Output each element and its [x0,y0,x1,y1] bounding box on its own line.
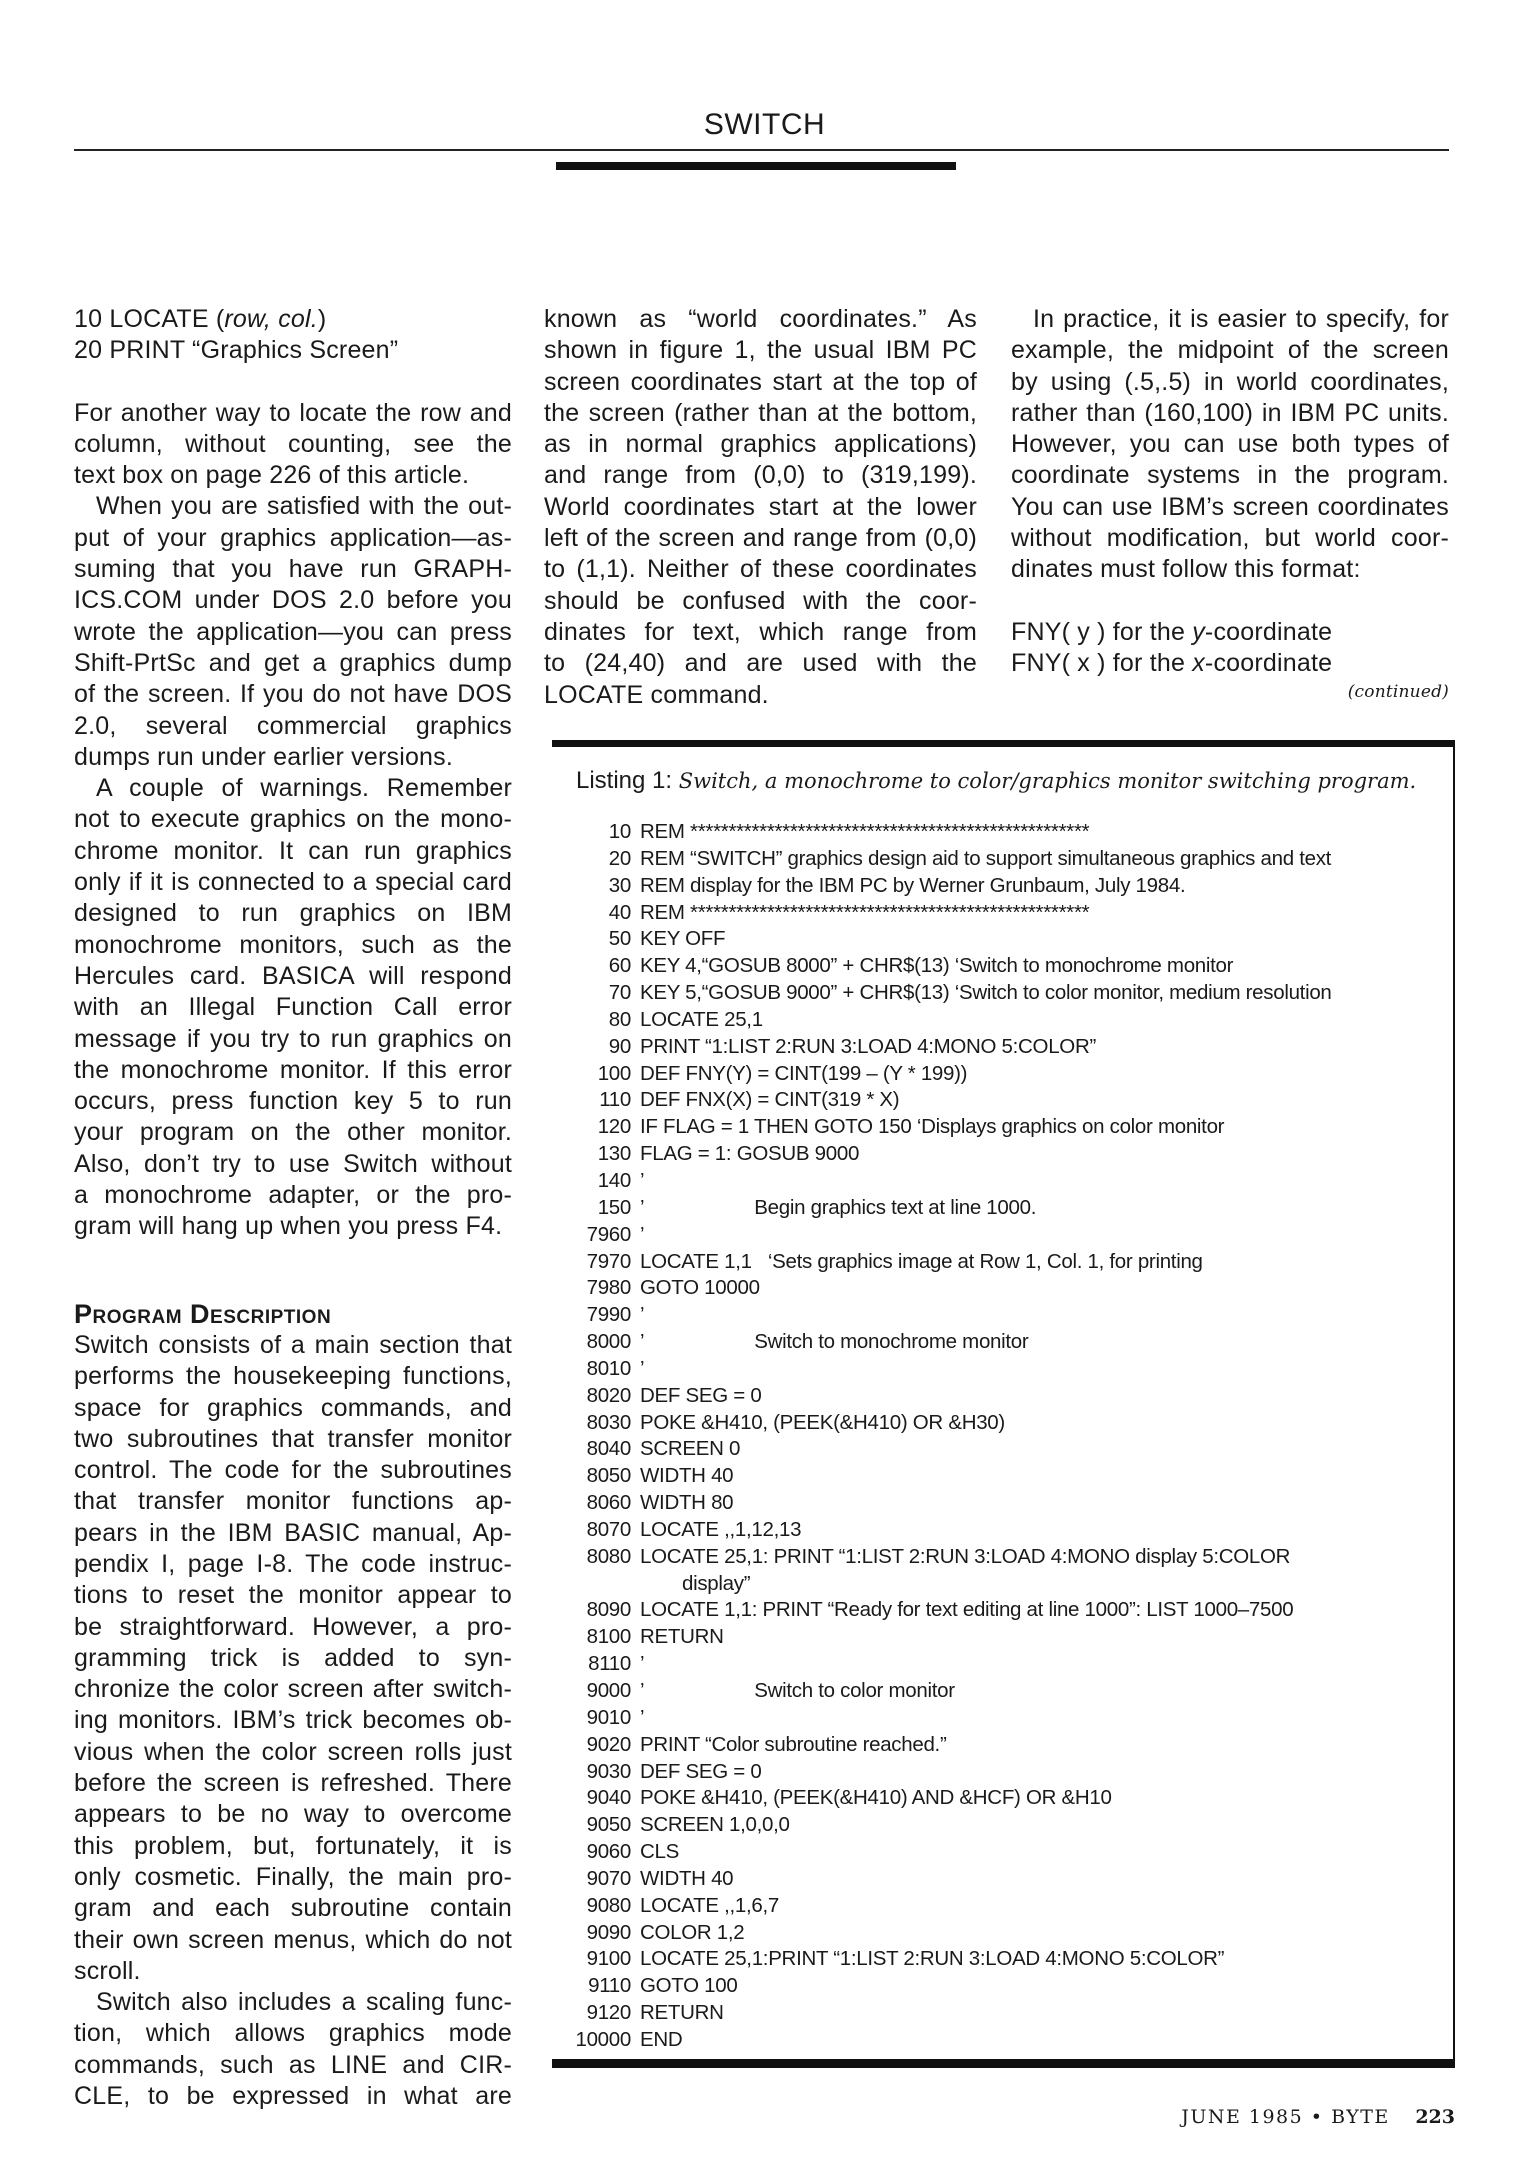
text-line: scroll. [74,1956,141,1985]
line-number: 9050 [586,1813,631,1837]
line-number: 20 [608,846,631,870]
format-line [1011,648,1449,679]
text-line: their own screen menus, which do not [74,1925,512,1954]
line-code: ’ [640,1303,645,1327]
text-line: Hercules card. BASICA will respond [74,961,512,990]
header-bar [556,162,956,170]
text-line: to (24,40) and are used with the [544,649,977,678]
text-line: screen coordinates start at the top of [544,367,977,396]
line-number: 8090 [586,1598,631,1622]
text-line: control. The code for the subroutines [74,1456,512,1485]
text-line: A couple of warnings. Remember [96,774,512,803]
listing-line [552,1007,1332,1034]
line-number: 70 [608,981,631,1005]
text-line: message if you try to run graphics on [74,1024,512,1053]
line-number: 7990 [586,1303,631,1327]
text-line: performs the housekeeping functions, [74,1362,512,1391]
left-column [74,304,512,2112]
listing-line [552,1759,1332,1786]
listing-line [552,1436,1332,1463]
line-number: 9010 [586,1705,631,1729]
line-number: 8080 [586,1544,631,1568]
line-code: KEY OFF [640,927,726,951]
line-code: POKE &H410, (PEEK(&H410) AND &HCF) OR &H10 [640,1786,1112,1810]
text-line: example, the midpoint of the screen [1011,336,1449,365]
listing-line [552,1463,1332,1490]
text-line: a monochrome adapter, or the pro- [74,1181,512,1210]
paragraph [74,1987,512,2112]
line-code: LOCATE 1,1: PRINT “Ready for text editing at line 1000”: LIST 1000–7500 [640,1598,1294,1622]
body-text [74,398,512,1243]
text-line: tions to reset the monitor appear to [74,1581,512,1610]
line-code: IF FLAG = 1 THEN GOTO 150 ‘Displays graphics on color monitor [640,1115,1225,1139]
line-code: PRINT “1:LIST 2:RUN 3:LOAD 4:MONO 5:COLOR” [640,1034,1096,1058]
line-code: ’ [640,1356,645,1380]
text-line: by using (.5,.5) in world coordinates, [1011,367,1449,396]
listing-line [552,1651,1332,1678]
text-line: chrome monitor. It can run graphics [74,836,512,865]
line-number: 9090 [586,1920,631,1944]
listing-line [552,1973,1332,2000]
line-comment: Begin graphics text at line 1000. [754,1195,1037,1219]
line-code: ’ [640,1679,645,1702]
line-code: LOCATE 25,1:PRINT “1:LIST 2:RUN 3:LOAD 4:MONO 5:COLOR” [640,1947,1225,1971]
text-line: as in normal graphics applications) [544,430,977,459]
text-line: should be confused with the coor- [544,586,977,615]
listing-line [552,1678,1332,1705]
header-rule [74,149,1449,151]
text-line: vious when the color screen rolls just [74,1737,512,1766]
middle-column [544,304,977,711]
text-line: only cosmetic. Finally, the main pro- [74,1862,512,1891]
listing-line [552,1061,1332,1088]
text-line: CLE, to be expressed in what are [74,2082,512,2111]
text-line: pears in the IBM BASIC manual, Ap- [74,1518,512,1547]
line-code: ’ [640,1330,645,1354]
line-number: 8060 [586,1491,631,1515]
line-code: DEF SEG = 0 [640,1383,762,1407]
listing-line [552,1222,1332,1249]
line-code: SCREEN 0 [640,1437,741,1461]
body-text [74,1330,512,2112]
listing-line [552,1732,1332,1759]
paragraph [1011,304,1449,586]
text-line: of the screen. If you do not have DOS [74,680,512,709]
line-number: 30 [608,873,631,897]
line-number: 9080 [586,1893,631,1917]
text-line: be straightforward. However, a pro- [74,1612,512,1641]
text-line: In practice, it is easier to specify, for [1033,305,1449,333]
listing-title [576,767,1416,795]
line-number: 8030 [586,1410,631,1434]
line-code: DEF FNY(Y) = CINT(199 – (Y * 199)) [640,1061,968,1085]
listing-line [552,1275,1332,1302]
text-line: put of your graphics application—as- [74,523,512,552]
code-line [74,304,512,335]
text-line: known as “world coordinates.” As [544,305,977,333]
text-line: ing monitors. IBM’s trick becomes ob- [74,1706,512,1735]
line-number: 8050 [586,1464,631,1488]
line-code: LOCATE 1,1 ‘Sets graphics image at Row 1, Col. 1, for printing [640,1249,1203,1273]
text-line: before the screen is refreshed. There [74,1769,512,1798]
text-line: designed to run graphics on IBM [74,899,512,928]
text-line: gramming trick is added to syn- [74,1643,512,1672]
listing-line [552,900,1332,927]
line-number: 60 [608,954,631,978]
text-line: two subroutines that transfer monitor [74,1424,512,1453]
line-code: KEY 4,“GOSUB 8000” + CHR$(13) ‘Switch to monochrome monitor [640,954,1234,978]
line-code: ’ [640,1705,645,1729]
text-line: World coordinates start at the lower [544,492,977,521]
text-line: space for graphics commands, and [74,1393,512,1422]
text-run: -coordinate [1204,648,1333,677]
listing-line [552,1034,1332,1061]
inline-code-example [74,304,512,367]
line-number: 9030 [586,1759,631,1783]
line-number: 9060 [586,1840,631,1864]
text-line: this problem, but, fortunately, it is [74,1831,512,1860]
listing-line [552,2000,1332,2027]
code-line [74,335,512,366]
line-code: GOTO 100 [640,1974,738,1998]
format-examples [1011,617,1449,680]
line-number: 40 [608,900,631,924]
listing-line [552,1410,1332,1437]
line-code: ’ [640,1168,645,1192]
line-number: 8010 [586,1356,631,1380]
text-run: 10 LOCATE ( [74,305,225,333]
listing-line [552,953,1332,980]
listing-line [552,1544,1332,1571]
listing-line [552,1705,1332,1732]
listing-line [552,1329,1332,1356]
line-comment: Switch to monochrome monitor [754,1330,1029,1354]
listing-line [552,873,1332,900]
line-number: 120 [597,1115,631,1139]
text-line: without modification, but world coor- [1011,524,1449,553]
line-code: END [640,2027,683,2051]
listing-line [552,1168,1332,1195]
line-code: REM “SWITCH” graphics design aid to support simultaneous graphics and text [640,846,1332,870]
line-number: 80 [608,1007,631,1031]
text-line: Switch also includes a scaling func- [96,1988,512,2017]
paragraph [74,398,512,492]
text-line: dinates must follow this format: [1011,555,1361,584]
line-code: WIDTH 80 [640,1491,734,1515]
text-line: For another way to locate the row and [74,398,512,427]
text-line: gram will hang up when you press F4. [74,1212,503,1241]
text-line: occurs, press function key 5 to run [74,1087,512,1116]
line-comment: Switch to color monitor [754,1679,955,1702]
text-line: gram and each subroutine contain [74,1894,512,1923]
line-number: 10000 [575,2027,631,2051]
line-code: RETURN [640,2001,724,2025]
line-number [552,1571,640,1598]
line-number: 110 [599,1088,631,1112]
right-column [1011,304,1449,705]
text-line: suming that you have run GRAPH- [74,555,512,584]
text-line: that transfer monitor functions ap- [74,1487,512,1516]
listing-line [552,1785,1332,1812]
line-code: DEF SEG = 0 [640,1759,762,1783]
line-code: ’ [640,1195,645,1219]
line-code: REM **************************************************** [640,820,1090,843]
listing-line [552,819,1332,846]
text-line: chronize the color screen after switch- [74,1675,512,1704]
line-code: LOCATE 25,1: PRINT “1:LIST 2:RUN 3:LOAD 4:MONO display 5:COLOR [640,1544,1291,1568]
text-run: -coordinate [1204,617,1333,646]
line-number: 100 [597,1061,631,1085]
text-line: 2.0, several commercial graphics [74,711,512,740]
text-run: FNY( x ) for the [1011,648,1193,677]
listing-line [552,1383,1332,1410]
text-run: FNY( y ) for the [1011,617,1193,646]
text-line: your program on the other monitor. [74,1118,512,1147]
text-line: Also, don’t try to use Switch without [74,1149,512,1178]
text-line: dinates for text, which range from [544,617,977,646]
footer-magazine: BYTE [1331,2106,1390,2128]
listing-line [552,1866,1332,1893]
line-code: CLS [640,1840,679,1864]
listing-line [552,1087,1332,1114]
text-line: to (1,1). Neither of these coordinates [544,555,977,584]
line-code: LOCATE 25,1 [640,1007,763,1031]
line-number: 10 [608,820,631,843]
text-line: left of the screen and range from (0,0) [544,524,977,553]
text-line: the screen (rather than at the bottom, [544,398,977,427]
program-listing-box [552,740,1455,2068]
text-line: dumps run under earlier versions. [74,742,453,771]
listing-caption: Switch, a monochrome to color/graphics monitor switching program. [678,769,1417,793]
paragraph [74,773,512,1242]
text-line: ICS.COM under DOS 2.0 before you [74,586,512,615]
listing-code [552,819,1332,2054]
paragraph [544,304,977,711]
line-code: REM **************************************************** [640,900,1090,924]
text-line: rather than (160,100) in IBM PC units. [1011,398,1449,427]
line-number: 9100 [586,1947,631,1971]
text-run: y [1192,617,1205,646]
listing-line [552,1624,1332,1651]
text-line: Shift-PrtSc and get a graphics dump [74,648,512,677]
listing-line [552,980,1332,1007]
text-run: row, col. [224,305,318,333]
line-number: 8040 [586,1437,631,1461]
footer-date: JUNE 1985 [1181,2106,1304,2128]
page-number: 223 [1415,2106,1455,2128]
line-code: SCREEN 1,0,0,0 [640,1813,790,1837]
footer-separator: • [1310,2106,1324,2128]
text-line: Switch consists of a main section that [74,1330,512,1359]
running-header: SWITCH [703,108,826,141]
text-line: When you are satisfied with the out- [96,492,512,521]
line-number: 9040 [586,1786,631,1810]
text-line: column, without counting, see the [74,429,512,458]
listing-line [552,1812,1332,1839]
text-line: monochrome monitors, such as the [74,930,512,959]
text-line: However, you can use both types of [1011,430,1449,459]
line-code: WIDTH 40 [640,1464,734,1488]
paragraph [74,491,512,773]
text-line: only if it is connected to a special card [74,868,512,897]
text-run: x [1192,648,1205,677]
line-number: 9000 [586,1679,631,1702]
text-line: wrote the application—you can press [74,617,512,646]
text-line: coordinate systems in the program. [1011,461,1449,490]
line-number: 7960 [586,1222,631,1246]
line-code: GOTO 10000 [640,1276,760,1300]
line-code: RETURN [640,1625,724,1649]
text-run: ) [317,305,327,333]
listing-line [552,1920,1332,1947]
section-heading: Program Description [74,1298,332,1329]
line-code: KEY 5,“GOSUB 9000” + CHR$(13) ‘Switch to color monitor, medium resolution [640,981,1332,1005]
paragraph [74,1330,512,1987]
listing-label: Listing 1: [576,767,673,794]
line-code: COLOR 1,2 [640,1920,745,1944]
line-number: 8100 [586,1625,631,1649]
text-line: LOCATE command. [544,680,769,709]
text-line: pendix I, page I-8. The code instruc- [74,1549,512,1578]
line-number: 150 [597,1195,631,1219]
line-number: 8070 [586,1517,631,1541]
line-code: REM display for the IBM PC by Werner Grunbaum, July 1984. [640,873,1186,897]
text-run: 20 PRINT “Graphics Screen” [74,336,399,365]
listing-line [552,2027,1332,2054]
listing-line [552,1249,1332,1276]
listing-line [552,1114,1332,1141]
line-number: 90 [608,1034,631,1058]
text-line: commands, such as LINE and CIR- [74,2050,512,2079]
listing-line [552,1571,1332,1598]
line-code: LOCATE ,,1,12,13 [640,1517,802,1541]
listing-line [552,1141,1332,1168]
line-number: 50 [608,927,631,951]
line-code: PRINT “Color subroutine reached.” [640,1732,947,1756]
listing-line [552,846,1332,873]
line-number: 7980 [586,1276,631,1300]
listing-line [552,1195,1332,1222]
format-line [1011,617,1449,648]
line-number: 9020 [586,1732,631,1756]
text-line: shown in figure 1, the usual IBM PC [544,336,977,365]
line-number: 7970 [586,1249,631,1273]
line-code: FLAG = 1: GOSUB 9000 [640,1142,860,1166]
line-code: display” [682,1571,751,1595]
line-number: 140 [597,1168,631,1192]
line-code: LOCATE ,,1,6,7 [640,1893,779,1917]
line-number: 130 [597,1142,631,1166]
listing-line [552,1517,1332,1544]
text-line: text box on page 226 of this article. [74,461,470,490]
listing-line [552,1893,1332,1920]
line-code: ’ [640,1652,645,1676]
text-line: appears to be no way to overcome [74,1800,512,1829]
line-number: 9110 [588,1974,631,1998]
line-number: 8020 [586,1383,631,1407]
line-number: 9070 [586,1866,631,1890]
text-line: with an Illegal Function Call error [74,993,512,1022]
line-number: 8110 [588,1652,631,1676]
listing-line [552,1490,1332,1517]
body-text [1011,304,1449,586]
line-code: ’ [640,1222,645,1246]
listing-line [552,1597,1332,1624]
text-line: not to execute graphics on the mono- [74,805,512,834]
page-footer [1181,2106,1455,2128]
listing-line [552,1356,1332,1383]
line-number: 9120 [586,2001,631,2025]
text-line: tion, which allows graphics mode [74,2019,512,2048]
line-number: 8000 [586,1330,631,1354]
continued-note: (continued) [1347,682,1449,703]
text-line: and range from (0,0) to (319,199). [544,461,977,490]
listing-line [552,1302,1332,1329]
listing-line [552,1839,1332,1866]
listing-line [552,1946,1332,1973]
listing-line [552,926,1332,953]
line-code: POKE &H410, (PEEK(&H410) OR &H30) [640,1410,1005,1434]
line-code: WIDTH 40 [640,1866,734,1890]
text-line: the monochrome monitor. If this error [74,1055,512,1084]
line-code: DEF FNX(X) = CINT(319 * X) [640,1088,900,1112]
text-line: You can use IBM’s screen coordinates [1011,492,1449,521]
